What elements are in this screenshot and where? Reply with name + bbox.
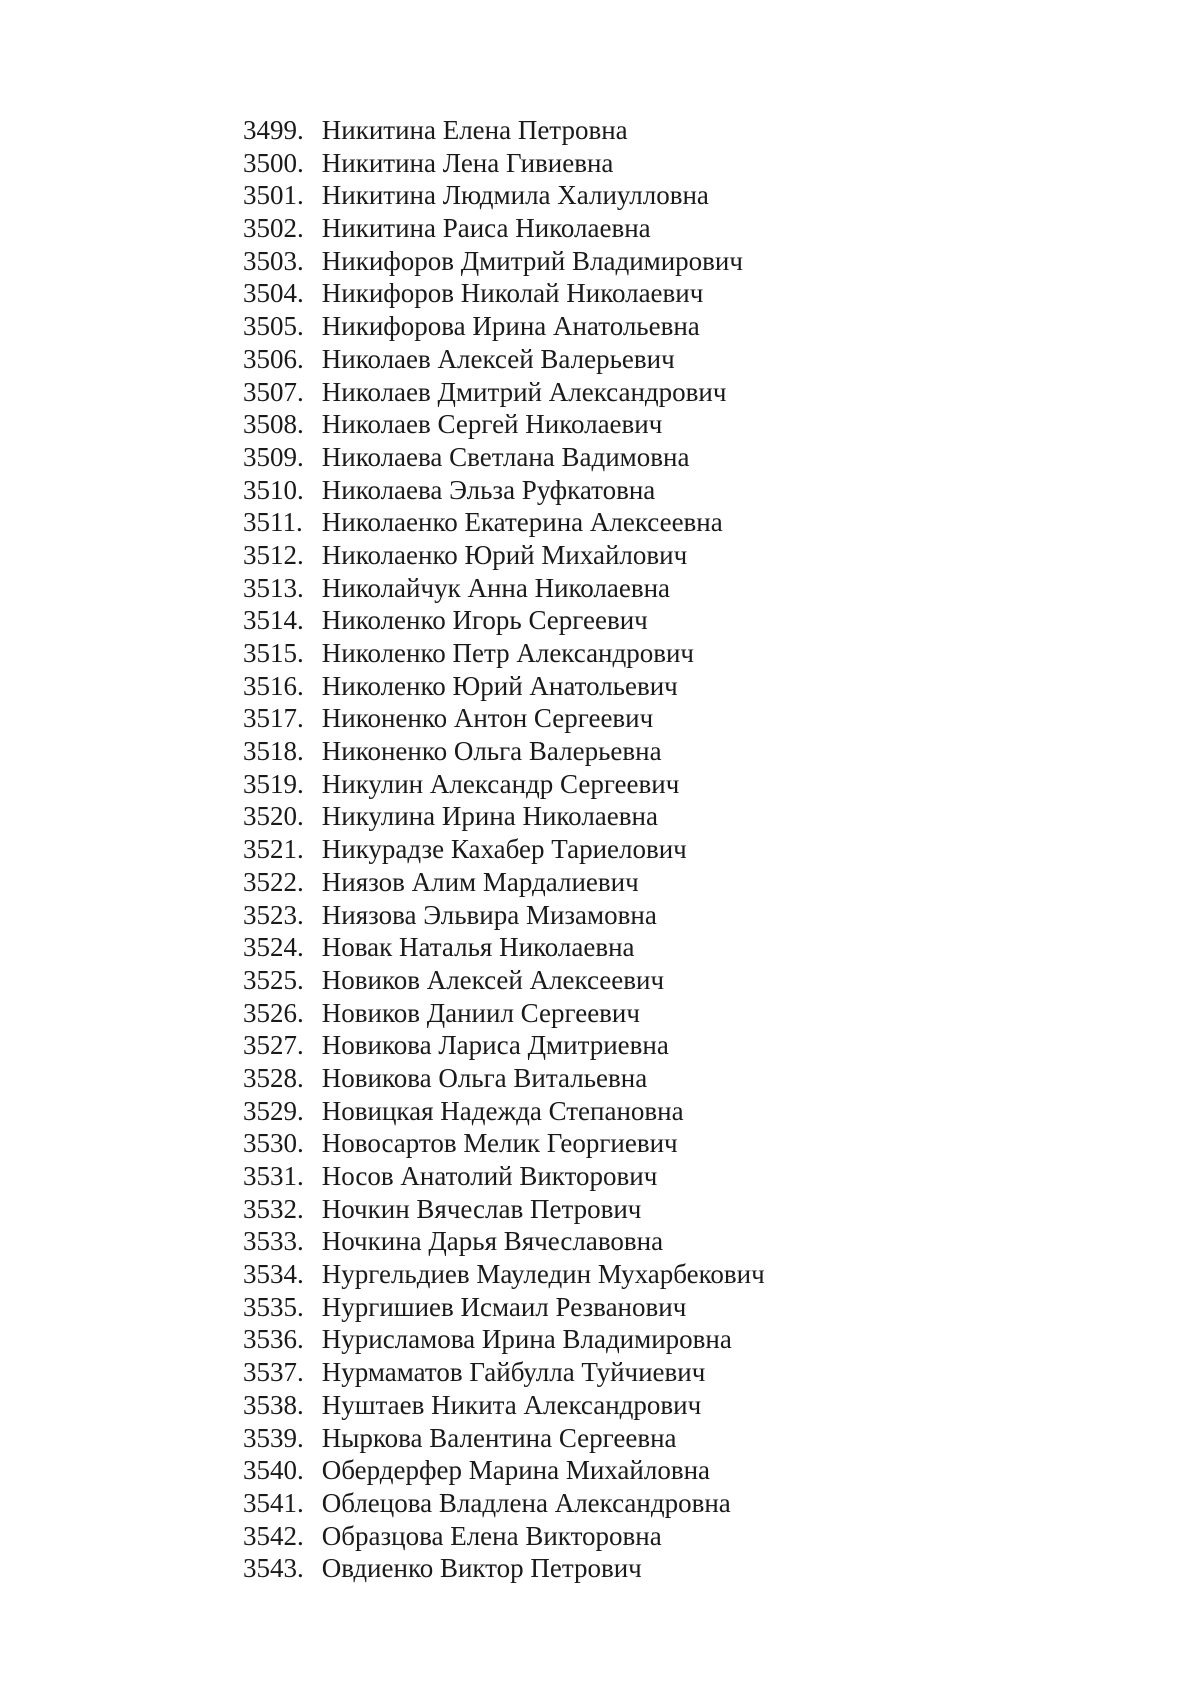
list-entry — [243, 1127, 765, 1160]
entry-name: Новосартов Мелик Георгиевич — [321, 1128, 678, 1159]
entry-name: Николаев Дмитрий Александрович — [321, 376, 727, 407]
entry-name: Николаева Эльза Руфкатовна — [321, 474, 656, 505]
entry-name: Нурмаматов Гайбулла Туйчиевич — [321, 1357, 706, 1388]
entry-name: Николаев Сергей Николаевич — [321, 409, 663, 440]
list-entry — [243, 1520, 765, 1553]
entry-number: 3500. — [243, 147, 304, 178]
entry-name: Никитина Елена Петровна — [321, 115, 628, 145]
entry-name: Нургельдиев Мауледин Мухарбекович — [321, 1259, 765, 1290]
entry-number: 3499. — [243, 115, 304, 145]
list-entry — [243, 179, 765, 212]
entry-number: 3509. — [243, 441, 304, 472]
entry-number: 3515. — [243, 638, 304, 668]
entry-name: Новиков Алексей Алексеевич — [321, 964, 665, 995]
entry-name: Никифорова Ирина Анатольевна — [321, 311, 700, 342]
entry-number: 3532. — [243, 1193, 304, 1224]
entry-name: Образцова Елена Викторовна — [321, 1520, 662, 1551]
entry-name: Ниязов Алим Мардалиевич — [321, 866, 639, 897]
list-entry — [243, 245, 765, 278]
list-entry — [243, 1225, 765, 1258]
entry-number: 3510. — [243, 474, 304, 505]
entry-number: 3522. — [243, 866, 304, 897]
entry-number: 3529. — [243, 1095, 304, 1126]
list-entry — [243, 310, 765, 343]
list-entry — [243, 1029, 765, 1062]
list-entry — [243, 931, 765, 964]
entry-number: 3538. — [243, 1389, 304, 1420]
list-entry — [243, 637, 765, 670]
entry-name: Николаенко Екатерина Алексеевна — [321, 507, 723, 538]
entry-number: 3540. — [243, 1455, 304, 1486]
entry-name: Ниязова Эльвира Мизамовна — [321, 899, 657, 930]
list-entry — [243, 114, 765, 147]
entry-name: Николаева Светлана Вадимовна — [321, 441, 690, 472]
list-entry — [243, 604, 765, 637]
entry-name: Никоненко Ольга Валерьевна — [321, 736, 662, 767]
entry-number: 3531. — [243, 1161, 304, 1191]
entry-name: Никулин Александр Сергеевич — [321, 768, 680, 799]
entry-name: Никитина Людмила Халиулловна — [321, 180, 709, 211]
entry-name: Нурисламова Ирина Владимировна — [321, 1324, 732, 1355]
list-entry — [243, 441, 765, 474]
list-entry — [243, 1389, 765, 1422]
entry-name: Новикова Ольга Витальевна — [321, 1062, 648, 1093]
entry-name: Носов Анатолий Викторович — [321, 1161, 658, 1191]
entry-name: Никулина Ирина Николаевна — [321, 801, 658, 832]
entry-number: 3502. — [243, 213, 304, 244]
entry-name: Никифоров Николай Николаевич — [321, 278, 704, 309]
entry-number: 3519. — [243, 768, 304, 799]
entry-number: 3503. — [243, 245, 304, 276]
list-entry — [243, 343, 765, 376]
entry-number: 3542. — [243, 1520, 304, 1551]
entry-number: 3523. — [243, 899, 304, 930]
entry-number: 3513. — [243, 572, 304, 603]
list-entry — [243, 539, 765, 572]
entry-number: 3511. — [243, 507, 303, 538]
entry-number: 3527. — [243, 1030, 304, 1061]
entry-number: 3537. — [243, 1357, 304, 1388]
list-entry — [243, 833, 765, 866]
entry-number: 3535. — [243, 1291, 304, 1322]
list-entry — [243, 572, 765, 605]
entry-number: 3506. — [243, 343, 304, 374]
list-entry — [243, 735, 765, 768]
entry-number: 3526. — [243, 997, 304, 1028]
entry-name: Ныркова Валентина Сергеевна — [321, 1422, 677, 1453]
name-list — [243, 114, 765, 1585]
list-entry — [243, 964, 765, 997]
list-entry — [243, 212, 765, 245]
list-entry — [243, 277, 765, 310]
list-entry — [243, 1095, 765, 1128]
list-entry — [243, 376, 765, 409]
list-entry — [243, 1323, 765, 1356]
entry-name: Овдиенко Виктор Петрович — [321, 1553, 642, 1584]
entry-name: Николенко Игорь Сергеевич — [321, 605, 648, 636]
entry-name: Николенко Петр Александрович — [321, 638, 695, 668]
entry-name: Николаенко Юрий Михайлович — [321, 539, 688, 570]
list-entry — [243, 768, 765, 801]
entry-number: 3512. — [243, 539, 304, 570]
entry-number: 3507. — [243, 376, 304, 407]
entry-number: 3516. — [243, 670, 304, 701]
entry-number: 3528. — [243, 1062, 304, 1093]
entry-number: 3539. — [243, 1422, 304, 1453]
list-entry — [243, 1454, 765, 1487]
list-entry — [243, 1552, 765, 1585]
list-entry — [243, 670, 765, 703]
entry-number: 3541. — [243, 1487, 304, 1518]
list-entry — [243, 1422, 765, 1455]
entry-name: Николаев Алексей Валерьевич — [321, 343, 675, 374]
entry-name: Облецова Владлена Александровна — [321, 1487, 731, 1518]
entry-name: Николенко Юрий Анатольевич — [321, 670, 678, 701]
entry-name: Никифоров Дмитрий Владимирович — [321, 245, 743, 276]
entry-number: 3508. — [243, 409, 304, 440]
list-entry — [243, 997, 765, 1030]
entry-number: 3530. — [243, 1128, 304, 1159]
entry-name: Николайчук Анна Николаевна — [321, 572, 671, 603]
list-entry — [243, 702, 765, 735]
entry-name: Никитина Лена Гивиевна — [321, 147, 614, 178]
list-entry — [243, 1258, 765, 1291]
entry-number: 3524. — [243, 932, 304, 963]
entry-number: 3505. — [243, 311, 304, 342]
entry-name: Нургишиев Исмаил Резванович — [321, 1291, 687, 1322]
list-entry — [243, 1193, 765, 1226]
entry-number: 3525. — [243, 964, 304, 995]
entry-number: 3514. — [243, 605, 304, 636]
entry-name: Обердерфер Марина Михайловна — [321, 1455, 711, 1486]
entry-number: 3504. — [243, 278, 304, 309]
list-entry — [243, 408, 765, 441]
entry-name: Нуштаев Никита Александрович — [321, 1389, 702, 1420]
entry-name: Никитина Раиса Николаевна — [321, 213, 651, 244]
entry-name: Никурадзе Кахабер Тариелович — [321, 834, 687, 865]
entry-number: 3521. — [243, 834, 304, 865]
list-entry — [243, 1487, 765, 1520]
entry-name: Ночкин Вячеслав Петрович — [321, 1193, 642, 1224]
entry-number: 3534. — [243, 1259, 304, 1290]
list-entry — [243, 1291, 765, 1324]
entry-number: 3518. — [243, 736, 304, 767]
list-entry — [243, 1062, 765, 1095]
entry-number: 3543. — [243, 1553, 304, 1584]
entry-name: Новак Наталья Николаевна — [321, 932, 635, 963]
entry-number: 3520. — [243, 801, 304, 832]
list-entry — [243, 800, 765, 833]
entry-name: Новиков Даниил Сергеевич — [321, 997, 640, 1028]
entry-name: Новицкая Надежда Степановна — [321, 1095, 684, 1126]
entry-number: 3536. — [243, 1324, 304, 1355]
entry-number: 3501. — [243, 180, 304, 211]
list-entry — [243, 1356, 765, 1389]
list-entry — [243, 1160, 765, 1193]
list-entry — [243, 899, 765, 932]
entry-name: Никоненко Антон Сергеевич — [321, 703, 654, 734]
list-entry — [243, 147, 765, 180]
list-entry — [243, 866, 765, 899]
entry-number: 3533. — [243, 1226, 304, 1257]
entry-number: 3517. — [243, 703, 304, 734]
entry-name: Новикова Лариса Дмитриевна — [321, 1030, 669, 1061]
entry-name: Ночкина Дарья Вячеславовна — [321, 1226, 664, 1257]
list-entry — [243, 506, 765, 539]
list-entry — [243, 474, 765, 507]
